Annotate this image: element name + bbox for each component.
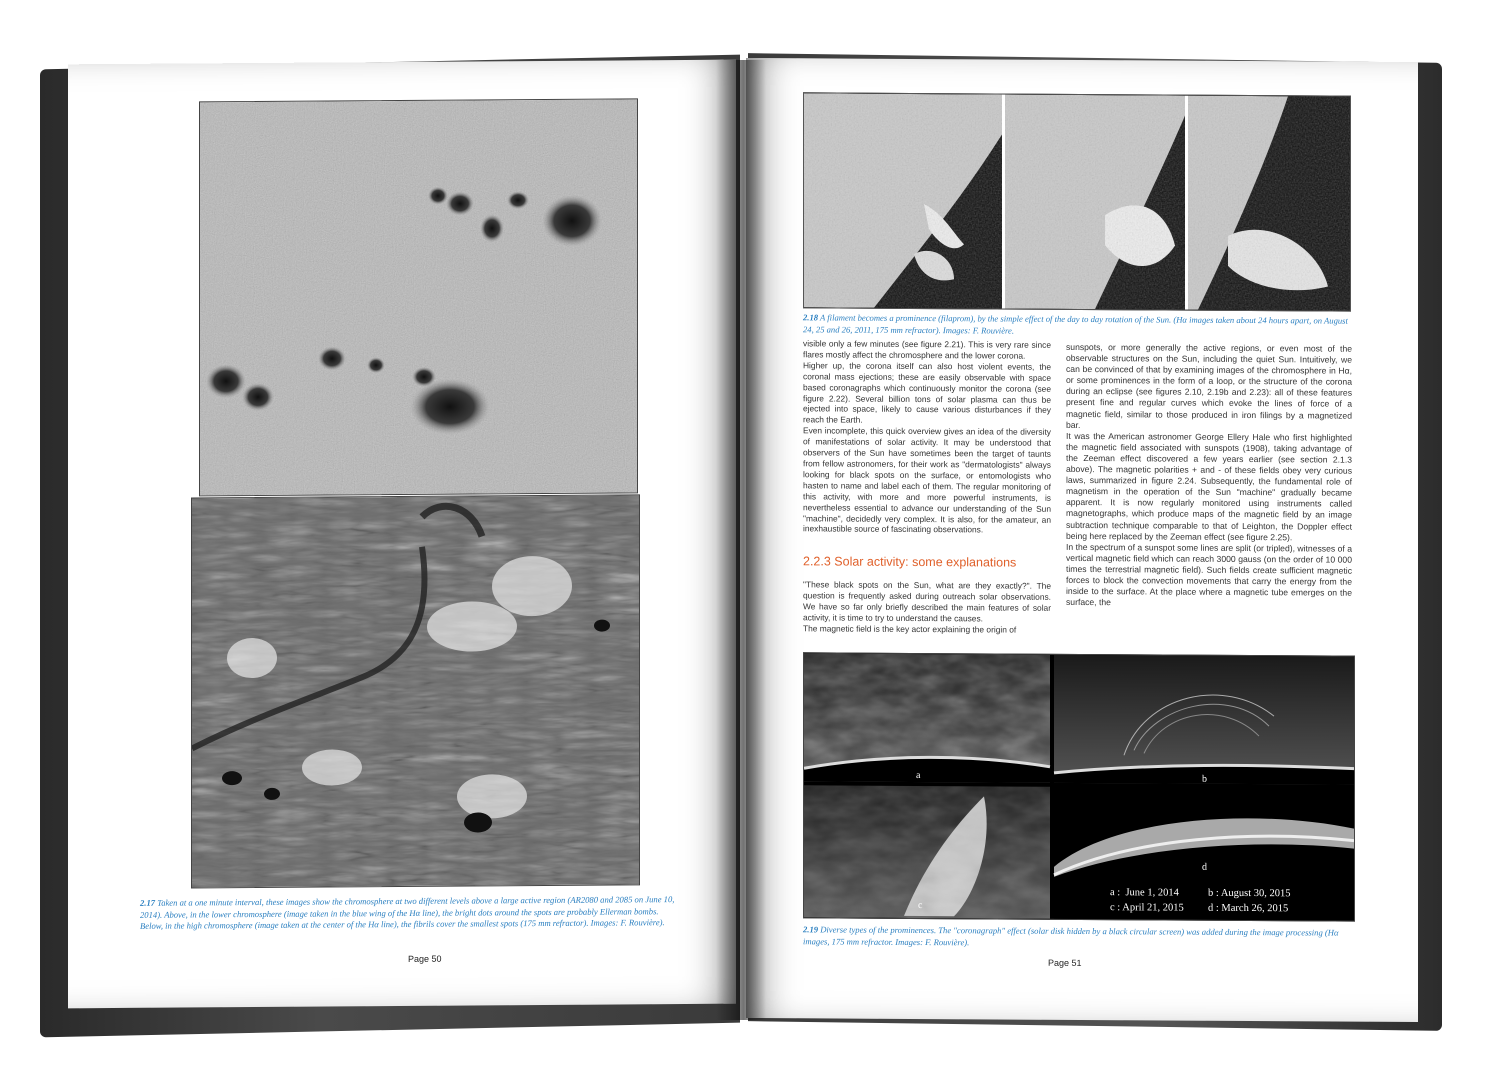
prominence-panel-b: [1054, 655, 1354, 785]
panel-label-d: d: [1202, 861, 1207, 873]
column-2-paragraph-2: It was the American astronomer George Ellery Hale who first highlighted the magnetic field associated with sunspots (1908), taking advantage of the Zeeman effect discovered a few years earlier (see section 2.1.3 above). The magnetic polarities + and - of these fields obey very curious laws, summarized in figure 2.24. Subsequently, the fundamental role of magnetism in the operation of the Sun "machine" gradually became apparent. It is now regularly monitored using instruments called magnetographs, which produce maps of the magnetic field by an image subtraction technique comparable to that of Leighton, the Doppler effect being here replaced by the Zeeman effect (see figure 2.25).: [1066, 430, 1352, 542]
figure-2-17-text: Taken at a one minute interval, these images show the chromosphere at two different levels above a large active region (AR2080 and 2085 on June 10, 2014). Above, in the lower chromosphere (image taken in the blue wing of the Hα line), the bright dots around the spots are probably Ellerman bombs. Below, in the high chromosphere (image taken at the center of the Hα line), the fibrils cover the smallest spots (175 mm refractor). Images: F. Rouvière).: [140, 894, 675, 931]
figure-2-19-number: 2.19: [803, 924, 819, 935]
legend-a: a : June 1, 2014: [1110, 887, 1179, 899]
figure-2-18-text: A filament becomes a prominence (filaprom), by the simple effect of the day to day rotation of the Sun. (Hα images taken about 24 hours apart, on August 24, 25 and 26, 2011, 175 mm refractor). Images: F. Rouvière.: [803, 312, 1348, 336]
prominences-figure-image: [803, 652, 1355, 921]
legend-d: d : March 26, 2015: [1208, 902, 1289, 915]
page-number-right: Page 51: [1048, 957, 1082, 968]
right-page: [746, 58, 1418, 1022]
text-column-1: [803, 338, 1051, 536]
high-chromosphere-image: [191, 494, 640, 888]
left-page: [68, 60, 736, 1009]
column-1-paragraph-4: "These black spots on the Sun, what are they exactly?". The question is frequently asked during outreach solar observations. We have so far only briefly described the main features of solar activity, it is time to try to understand the causes.: [803, 579, 1051, 624]
panel-label-b: b: [1202, 773, 1207, 785]
figure-2-18-caption: [803, 312, 1351, 338]
figure-2-17-caption: [140, 894, 680, 932]
figure-2-17-number: 2.17: [140, 897, 156, 908]
prominence-panel-d: [1054, 787, 1354, 921]
page-number-left: Page 50: [408, 953, 442, 964]
figure-2-18-number: 2.18: [803, 312, 819, 323]
column-1-paragraph-5: The magnetic field is the key actor explaining the origin of: [803, 622, 1017, 635]
column-1-paragraph-2: Higher up, the corona itself can also host violent events, the coronal mass ejections; these are easily observable with space based coronagraphs which continuously monitor the corona (see figure 2.22). Several billion tons of solar plasma can thus be ejected into space, likely to cause various disturbances if they reach the Earth.: [803, 360, 1051, 426]
column-1-paragraph-3: Even incomplete, this quick overview gives an idea of the diversity of manifestations of solar activity. It may be understood that observers of the Sun have sometimes been the target of taunts from fellow astronomers, for their work as "dermatologists" always looking for black spots on the surface, or entomologists who hasten to name and label each of them. The regular monitoring of this activity, with more and more powerful instruments, is nevertheless essential to advance our understanding of the Sun "machine", decidedly very complex. It is also, for the amateur, an inexhaustible source of fascinating observations.: [803, 425, 1051, 535]
book-spine-shadow: [716, 60, 766, 1020]
legend-c: c : April 21, 2015: [1110, 902, 1184, 914]
column-1-paragraph-1: visible only a few minutes (see figure 2.21). This is very rare since flares mostly affect the chromosphere and the lower corona.: [803, 338, 1051, 361]
lower-chromosphere-image: [199, 98, 638, 496]
column-2-paragraph-3: In the spectrum of a sunspot some lines are split (or tripled), witnesses of a vertical magnetic field which can reach 3000 gauss (on the order of 10 000 times the terrestrial magnetic field). Such fields create sufficient magnetic forces to block the convection movements that carry the energy from the inside to the surface. At the place where a magnetic tube emerges on the surface, the: [1066, 541, 1352, 608]
section-heading: 2.2.3 Solar activity: some explanations: [803, 554, 1017, 570]
text-column-1-continued: [803, 579, 1051, 635]
legend-b: b : August 30, 2015: [1208, 887, 1291, 900]
figure-2-19-text: Diverse types of the prominences. The "coronagraph" effect (solar disk hidden by a black circular screen) was added during the image processing (Hα images, 175 mm refractor. Images: F. Rouvière).: [803, 924, 1339, 947]
prominence-panel-a: [804, 653, 1050, 783]
filaprom-triptych-image: [803, 92, 1351, 311]
panel-label-a: a: [916, 769, 921, 782]
column-2-paragraph-1: sunspots, or more generally the active regions, or even most of the observable structures on the Sun, including the quiet Sun. Intuitively, we can be convinced of that by examining images of the chromosphere in Hα, or some prominences in the form of a loop, or the structure of the corona during an eclipse (see figures 2.10, 2.19b and 2.23): all of these features present fine and regular curves which evoke the lines of force of a magnetic field, similar to those produced in iron filings by a magnetized bar.: [1066, 341, 1352, 430]
text-column-2: [1066, 342, 1352, 610]
prominence-panel-c: [804, 785, 1050, 919]
figure-2-19-caption: [803, 924, 1359, 950]
panel-label-c: c: [918, 899, 923, 912]
